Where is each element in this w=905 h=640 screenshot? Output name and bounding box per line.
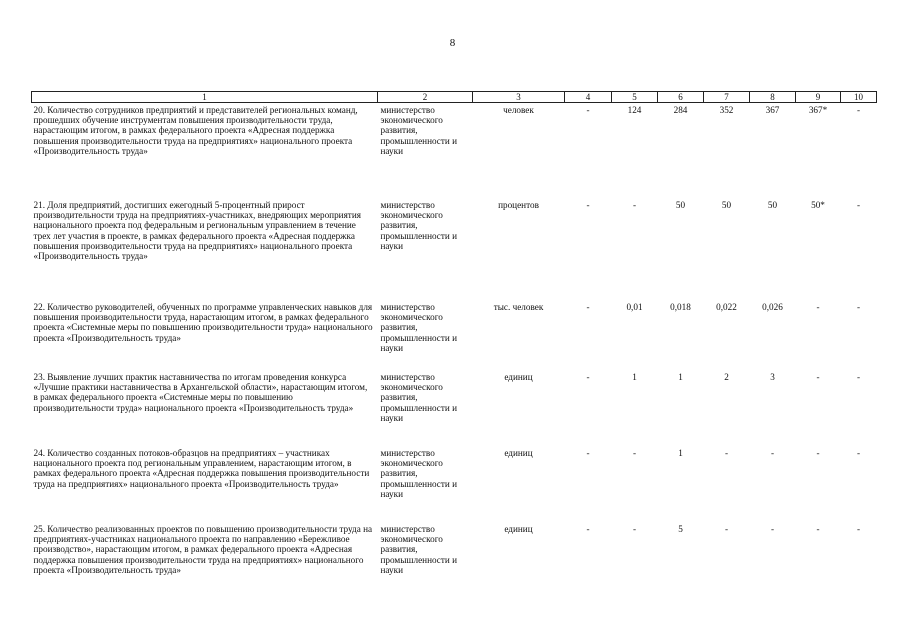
value-cell: 50* — [811, 200, 825, 210]
responsible-body: министерство экономического развития, промышленности и науки — [380, 524, 458, 575]
table-row — [32, 522, 877, 598]
column-header-2: 2 — [378, 92, 473, 103]
table-row — [32, 103, 877, 199]
indicator-description: 25. Количество реализованных проектов по повышению производительности труда на предприятиях-участниках национального проекта по направлению «Бережливое производство», нарастающим итогом, в рамках федерального проекта «Адресная поддержка повышения производительности труда на предприятиях» национального проекта «Производительность труда» — [33, 524, 373, 575]
column-header-8: 8 — [750, 92, 796, 103]
value-cell: 352 — [719, 105, 734, 115]
value-cell: - — [856, 105, 861, 115]
column-header-6: 6 — [658, 92, 704, 103]
value-cell: 50 — [767, 200, 778, 210]
value-cell: 3 — [770, 372, 775, 382]
header-row — [32, 92, 877, 103]
value-cell: - — [724, 448, 729, 458]
value-cell: 367 — [765, 105, 780, 115]
responsible-body: министерство экономического развития, промышленности и науки — [380, 448, 458, 499]
value-cell: - — [586, 200, 590, 210]
value-cell: - — [586, 524, 590, 534]
column-header-10: 10 — [841, 92, 877, 103]
unit-cell: тыс. человек — [493, 302, 544, 312]
unit-cell: человек — [503, 105, 534, 115]
column-header-9: 9 — [796, 92, 841, 103]
value-cell: - — [586, 302, 590, 312]
value-cell: 50 — [721, 200, 732, 210]
responsible-body: министерство экономического развития, промышленности и науки — [380, 105, 458, 156]
indicator-description: 23. Выявление лучших практик наставничества по итогам проведения конкурса «Лучшие практики наставничества в Архангельской области», нарастающим итогом, в рамках федерального проекта «Системные меры по повышению производительности труда» национального проекта «Производительность труда» — [33, 372, 368, 413]
value-cell: 124 — [627, 105, 642, 115]
value-cell: 0,026 — [762, 302, 783, 312]
value-cell: - — [816, 524, 820, 534]
value-cell: - — [586, 448, 590, 458]
indicator-description: 20. Количество сотрудников предприятий и представителей региональных команд, прошедших обучение инструментам повышения производительности труда, нарастающим итогом, в рамках федерального проекта «Адресная поддержка повышения производительности труда на предприятиях» национального проекта «Производительность труда» — [33, 105, 358, 156]
indicator-description: 22. Количество руководителей, обученных по программе управленческих навыков для повышения производительности труда, нарастающим итогом, в рамках федерального проекта «Системные меры по повышению производительности труда» национального проекта «Производительность труда» — [33, 302, 373, 343]
value-cell: 0,018 — [670, 302, 691, 312]
indicator-description: 24. Количество созданных потоков-образцов на предприятиях – участниках национального проекта под региональным управлением, нарастающим итогом, в рамках федерального проекта «Адресная поддержка повышения производительности труда на предприятиях» национального проекта «Производительность труда» — [33, 448, 370, 489]
value-cell: 5 — [678, 524, 683, 534]
value-cell: 284 — [673, 105, 688, 115]
column-header-5: 5 — [612, 92, 658, 103]
unit-cell: единиц — [504, 448, 533, 458]
value-cell: 0,022 — [716, 302, 737, 312]
value-cell: 1 — [632, 372, 637, 382]
value-cell: - — [856, 302, 861, 312]
responsible-body: министерство экономического развития, промышленности и науки — [380, 302, 458, 353]
column-header-3: 3 — [473, 92, 565, 103]
indicator-description: 21. Доля предприятий, достигших ежегодный 5-процентный прирост производительности труда на предприятиях-участниках, внедряющих мероприятия национального проекта под федеральным и региональным управлением в течение трех лет участия в проекте, в рамках федерального проекта «Адресная поддержка повышения производительности труда на предприятиях» национального проекта «Производительность труда» — [33, 200, 361, 262]
unit-cell: процентов — [498, 200, 539, 210]
table-row — [32, 446, 877, 522]
table-row — [32, 198, 877, 300]
value-cell: - — [816, 372, 820, 382]
value-cell: - — [632, 200, 637, 210]
value-cell: 1 — [678, 372, 683, 382]
value-cell: - — [586, 372, 590, 382]
value-cell: - — [856, 524, 861, 534]
value-cell: - — [770, 448, 775, 458]
value-cell: - — [724, 524, 729, 534]
unit-cell: единиц — [504, 524, 533, 534]
page-number: 8 — [449, 37, 456, 49]
value-cell: 367* — [808, 105, 828, 115]
value-cell: - — [816, 448, 820, 458]
value-cell: 0,01 — [626, 302, 643, 312]
value-cell: - — [632, 448, 637, 458]
responsible-body: министерство экономического развития, промышленности и науки — [380, 372, 458, 423]
value-cell: - — [770, 524, 775, 534]
value-cell: - — [856, 200, 861, 210]
column-header-4: 4 — [565, 92, 612, 103]
value-cell: - — [816, 302, 820, 312]
value-cell: 2 — [724, 372, 729, 382]
value-cell: - — [632, 524, 637, 534]
column-header-7: 7 — [704, 92, 750, 103]
value-cell: - — [586, 105, 590, 115]
value-cell: 1 — [678, 448, 683, 458]
table-row — [32, 300, 877, 370]
table-row — [32, 370, 877, 446]
responsible-body: министерство экономического развития, промышленности и науки — [380, 200, 458, 251]
value-cell: - — [856, 448, 861, 458]
value-cell: - — [856, 372, 861, 382]
value-cell: 50 — [675, 200, 686, 210]
unit-cell: единиц — [504, 372, 533, 382]
indicators-table — [31, 91, 877, 598]
column-header-1: 1 — [32, 92, 378, 103]
